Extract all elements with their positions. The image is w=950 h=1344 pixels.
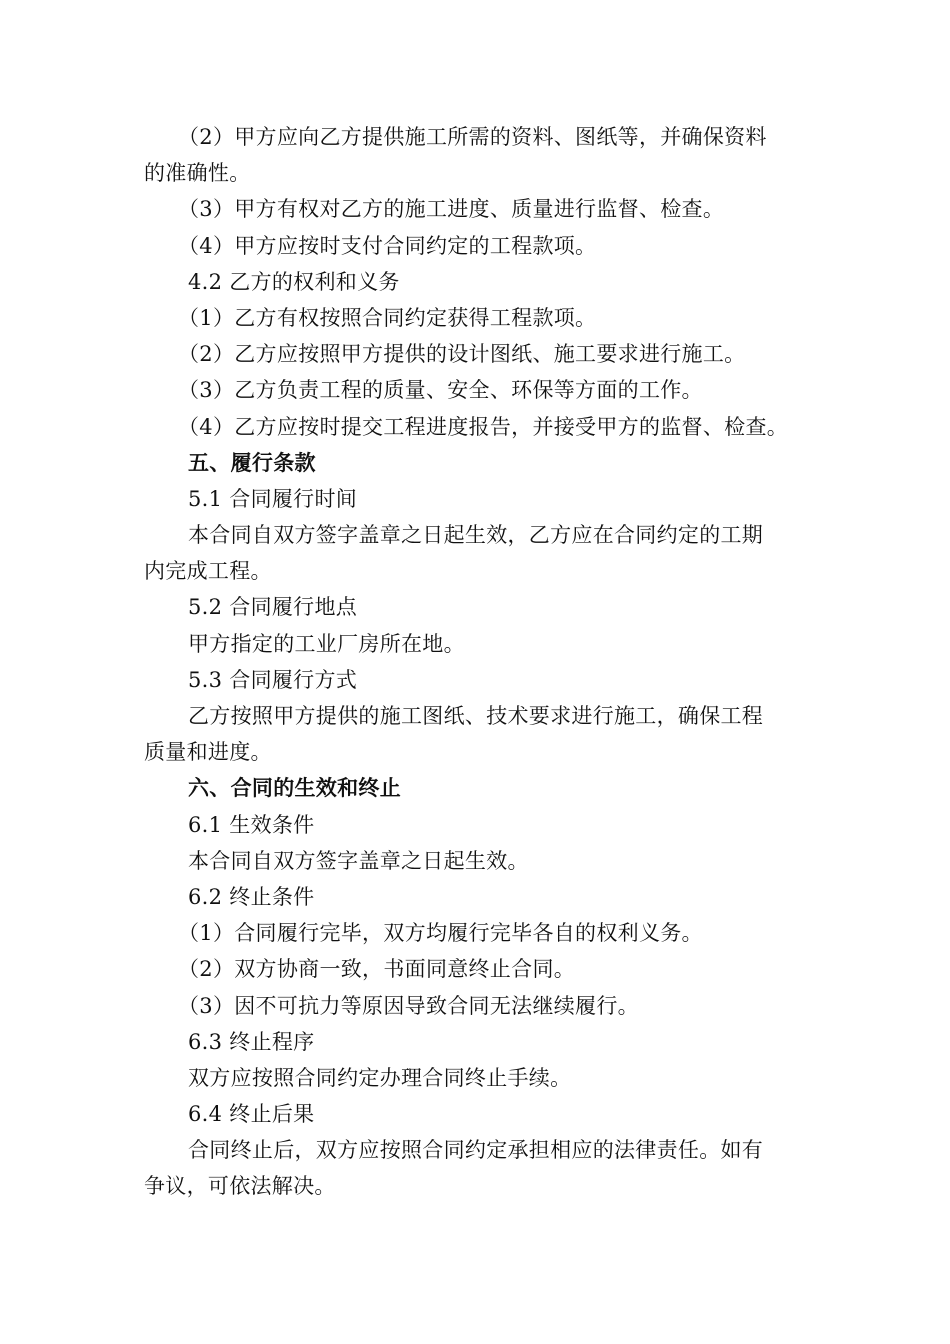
paragraph-line: 合同终止后，双方应按照合同约定承担相应的法律责任。如有 [188,1138,764,1163]
paragraph-line: 乙方按照甲方提供的施工图纸、技术要求进行施工，确保工程 [188,704,764,728]
paragraph-line: （4）甲方应按时支付合同约定的工程款项。 [178,233,597,258]
paragraph-line: 争议，可依法解决。 [144,1174,336,1199]
paragraph-line: （3）甲方有权对乙方的施工进度、质量进行监督、检查。 [178,197,725,222]
paragraph-line: 甲方指定的工业厂房所在地。 [188,631,465,656]
paragraph-line: 的准确性。 [144,161,251,186]
paragraph-line: （2）乙方应按照甲方提供的设计图纸、施工要求进行施工。 [178,342,746,367]
paragraph-line: 本合同自双方签字盖章之日起生效，乙方应在合同约定的工期 [188,523,764,548]
subsection-heading: 6.4 终止后果 [188,1102,315,1127]
subsection-heading: 6.2 终止条件 [188,884,315,909]
paragraph-line: 双方应按照合同约定办理合同终止手续。 [188,1065,572,1090]
paragraph-line: （2）甲方应向乙方提供施工所需的资料、图纸等，并确保资料 [178,125,767,149]
document-body [144,119,808,1205]
subsection-heading: 5.1 合同履行时间 [188,486,358,511]
subsection-heading: 4.2 乙方的权利和义务 [188,269,400,294]
section-heading: 六、合同的生效和终止 [188,775,401,801]
paragraph-line: （4）乙方应按时提交工程进度报告，并接受甲方的监督、检查。 [178,414,789,439]
paragraph-line: （3）因不可抗力等原因导致合同无法继续履行。 [178,993,639,1018]
paragraph-line: （1）合同履行完毕，双方均履行完毕各自的权利义务。 [178,921,703,946]
paragraph-line: （3）乙方负责工程的质量、安全、环保等方面的工作。 [178,378,703,403]
section-heading: 五、履行条款 [188,449,316,475]
paragraph-line: 内完成工程。 [144,559,272,584]
paragraph-line: 本合同自双方签字盖章之日起生效。 [188,848,529,873]
subsection-heading: 5.2 合同履行地点 [188,595,358,620]
paragraph-line: （1）乙方有权按照合同约定获得工程款项。 [178,305,597,330]
paragraph-line: 质量和进度。 [144,740,272,765]
paragraph-line: （2）双方协商一致，书面同意终止合同。 [178,957,576,982]
subsection-heading: 6.3 终止程序 [188,1029,315,1054]
subsection-heading: 6.1 生效条件 [188,812,315,837]
subsection-heading: 5.3 合同履行方式 [188,667,358,692]
